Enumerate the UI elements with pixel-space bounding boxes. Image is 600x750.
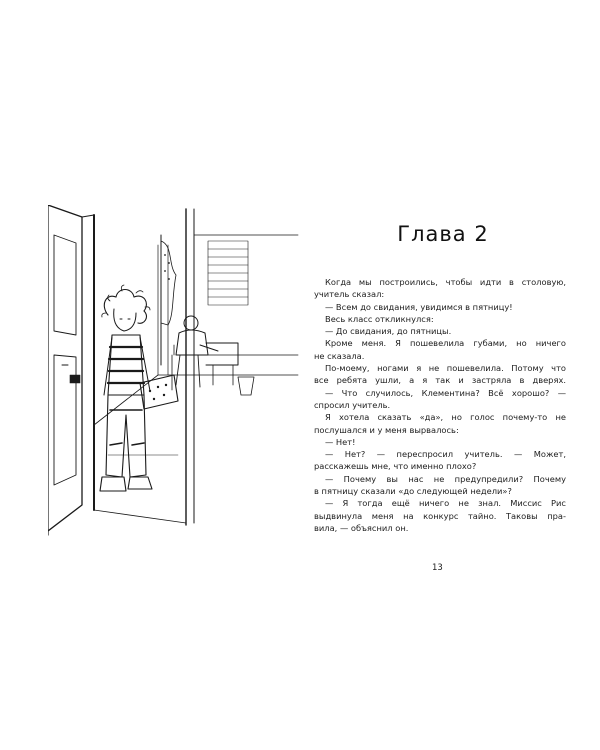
text-line: — Что случилось, Клементина? Всё хорошо? — (325, 387, 566, 398)
text-line: — Всем до свидания, увидимся в пятницу! (325, 301, 513, 312)
text-line: расскажешь мне, что именно плохо? (314, 461, 477, 472)
text-line: выдвинула меня на конкурс тайно. Таковы пра- (314, 510, 566, 521)
text-line: не сказала. (314, 350, 365, 361)
classroom-doorway-illustration-icon (48, 205, 300, 537)
page-number: 13 (432, 563, 443, 573)
text-line: — Почему вы нас не предупредили? Почему (325, 473, 566, 484)
text-line: — Я тогда ещё ничего не знал. Миссис Рис (325, 498, 566, 509)
text-line: По-моему, ногами я не пошевелила. Потому что (325, 363, 566, 374)
chapter-title: Глава 2 (397, 222, 489, 246)
illustration (48, 205, 300, 537)
text-line: в пятницу сказали «до следующей недели»? (314, 486, 512, 497)
text-line: — До свидания, до пятницы. (325, 326, 452, 337)
text-line: — Нет? — переспросил учитель. — Может, (325, 449, 566, 460)
text-line: спросил учитель. (314, 399, 391, 410)
text-line: Я хотела сказать «да», но голос почему-то не (325, 412, 566, 423)
text-line: все ребята ушли, а я так и застряла в дверях. (314, 375, 566, 386)
text-line: послушался и у меня вырвалось: (314, 424, 459, 435)
text-line: Когда мы построились, чтобы идти в столовую, (325, 277, 566, 287)
text-line: Кроме меня. Я пошевелила губами, но ничего (325, 338, 566, 349)
text-line: учитель сказал: (314, 289, 385, 300)
chapter-body (314, 276, 566, 534)
text-line: Весь класс откликнулся: (325, 313, 434, 324)
text-line: — Нет! (325, 436, 356, 447)
text-line: вила, — объяснил он. (314, 522, 409, 533)
